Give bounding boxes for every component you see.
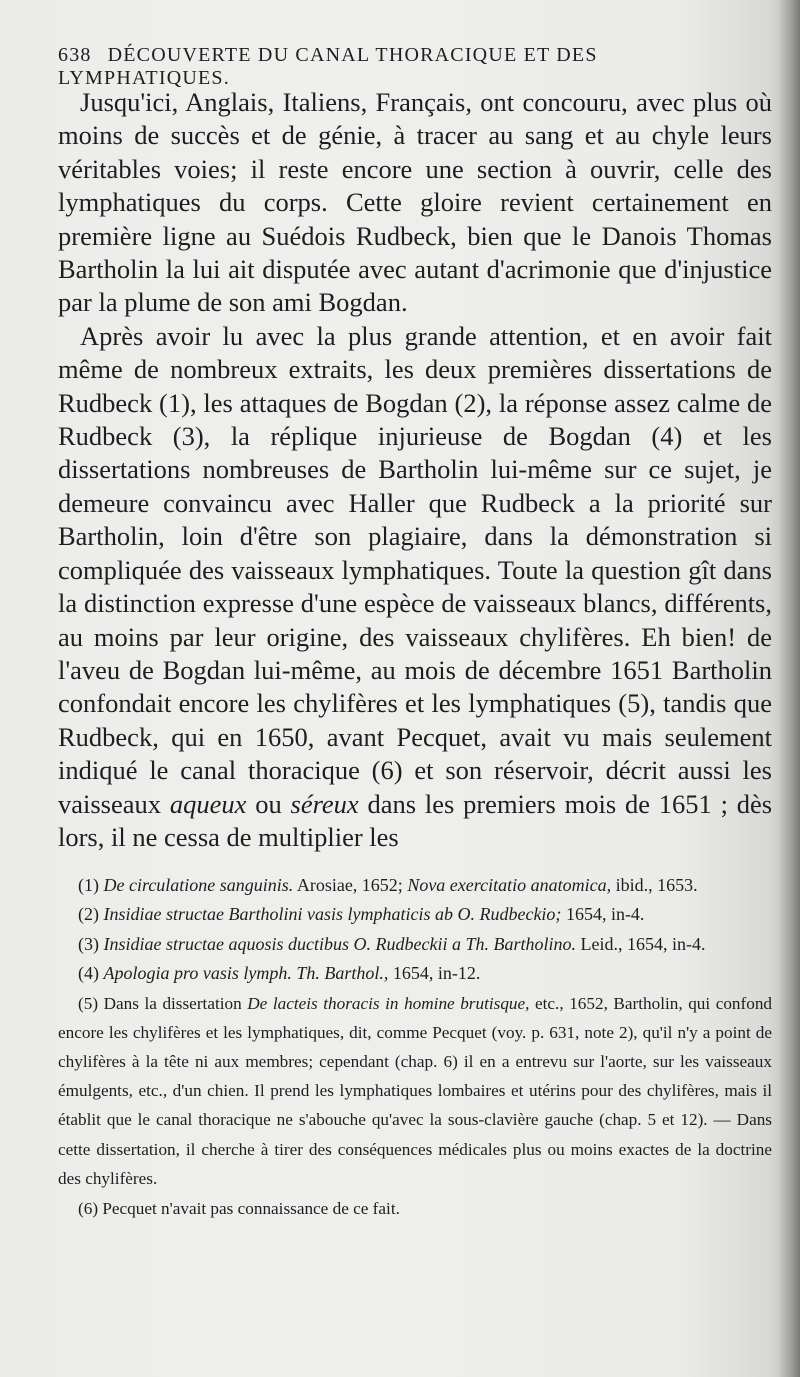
paragraph-1: Jusqu'ici, Anglais, Italiens, Français, ont concouru, avec plus où moins de succès et de génie, à tracer au sang et au chyle leurs véritables voies; il reste encore une section à ouvrir, celle des lymphatiques du corps. Cette gloire revient certainement en première ligne au Suédois Rudbeck, bien que le Danois Thomas Bartholin la lui ait disputée avec autant d'acrimonie que d'injustice par la plume de son ami Bogdan.	[58, 87, 772, 318]
footnote-text: 1654, in-4.	[565, 904, 645, 925]
term-aqueux: aqueux	[169, 788, 247, 819]
footnote-text: Dans la dissertation	[103, 993, 242, 1013]
footnote-text: Pecquet n'avait pas connaissance de ce fait.	[102, 1199, 400, 1219]
footnote-number: (3)	[78, 933, 99, 954]
paragraph-2	[58, 320, 772, 855]
footnote-3	[58, 930, 772, 958]
footnote-number: (6)	[78, 1199, 99, 1219]
footnote-number: (5)	[78, 993, 99, 1013]
footnote-number: (1)	[78, 875, 99, 895]
footnote-6	[58, 1194, 772, 1223]
paragraph-2-text-c: dans les premiers mois de 1651 ; dès lors, il ne cessa de multiplier les	[58, 788, 773, 852]
page-edge-shadow	[778, 0, 800, 1377]
running-header	[58, 44, 758, 90]
footnote-text: etc., 1652, Bartholin, qui confond encore les chylifères et les lymphatiques, dit, comme Pecquet (voy. p. 631, note 2), qu'il n'y a point de chylifères à la tête ni aux membres; cependant (chap. 6) il en a entrevu sur l'aorte, sur les vaisseaux émulgents, etc., d'un chien. Il prend les lymphatiques lombaires et utérins pour des chylifères, mais il établit que le canal thoracique ne s'abouche qu'avec la sous-clavière gauche (chap. 5 et 12). — Dans cette dissertation, il cherche à tirer des conséquences médicales plus ou moins exactes de la doctrine des chylifères.	[58, 993, 773, 1188]
footnote-title: De lacteis thoracis in homine brutisque,	[247, 993, 530, 1013]
footnote-text: ibid., 1653.	[615, 875, 698, 895]
footnote-text: 1654, in-12.	[392, 963, 481, 984]
term-sereux: séreux	[290, 788, 359, 819]
footnote-text: Arosiae, 1652;	[296, 875, 403, 895]
footnote-text: Leid., 1654, in-4.	[580, 933, 706, 954]
footnote-4	[58, 959, 772, 987]
footnote-1	[58, 871, 772, 899]
footnote-title: De circulatione sanguinis.	[103, 875, 294, 895]
footnote-number: (2)	[78, 904, 99, 925]
footnote-title: Insidiae structae aquosis ductibus O. Rudbeckii a Th. Bartholino.	[103, 933, 576, 954]
footnote-title: Apologia pro vasis lymph. Th. Barthol.,	[103, 963, 389, 984]
footnote-number: (4)	[78, 963, 99, 984]
main-text	[58, 86, 772, 854]
paragraph-2-text-a: Après avoir lu avec la plus grande attention, et en avoir fait même de nombreux extraits, les deux premières dissertations de Rudbeck (1), les attaques de Bogdan (2), la réponse assez calme de Rudbeck (3), la réplique injurieuse de Bogdan (4) et les dissertations nombreuses de Bartholin lui-même sur ce sujet, je demeure convaincu avec Haller que Rudbeck a la priorité sur Bartholin, loin d'être son plagiaire, dans la démonstration si compliquée des vaisseaux lymphatiques. Toute la question gît dans la distinction expresse d'une espèce de vaisseaux blancs, différents, au moins par leur origine, des vaisseaux chylifères. Eh bien! de l'aveu de Bogdan lui-même, au mois de décembre 1651 Bartholin confondait encore les chylifères et les lymphatiques (5), tandis que Rudbeck, qui en 1650, avant Pecquet, avait vu mais seulement indiqué le canal thoracique (6) et son réservoir, décrit aussi les vaisseaux	[58, 320, 772, 819]
footnotes	[58, 871, 772, 1223]
running-title: DÉCOUVERTE DU CANAL THORACIQUE ET DES LYMPHATIQUES.	[58, 44, 598, 89]
footnote-2	[58, 900, 772, 928]
page-number: 638	[58, 44, 92, 66]
footnote-title: Nova exercitatio anatomica,	[407, 875, 612, 895]
footnote-title: Insidiae structae Bartholini vasis lymphaticis ab O. Rudbeckio;	[103, 904, 562, 925]
footnote-5	[58, 989, 772, 1193]
paragraph-2-text-b: ou	[255, 788, 282, 819]
